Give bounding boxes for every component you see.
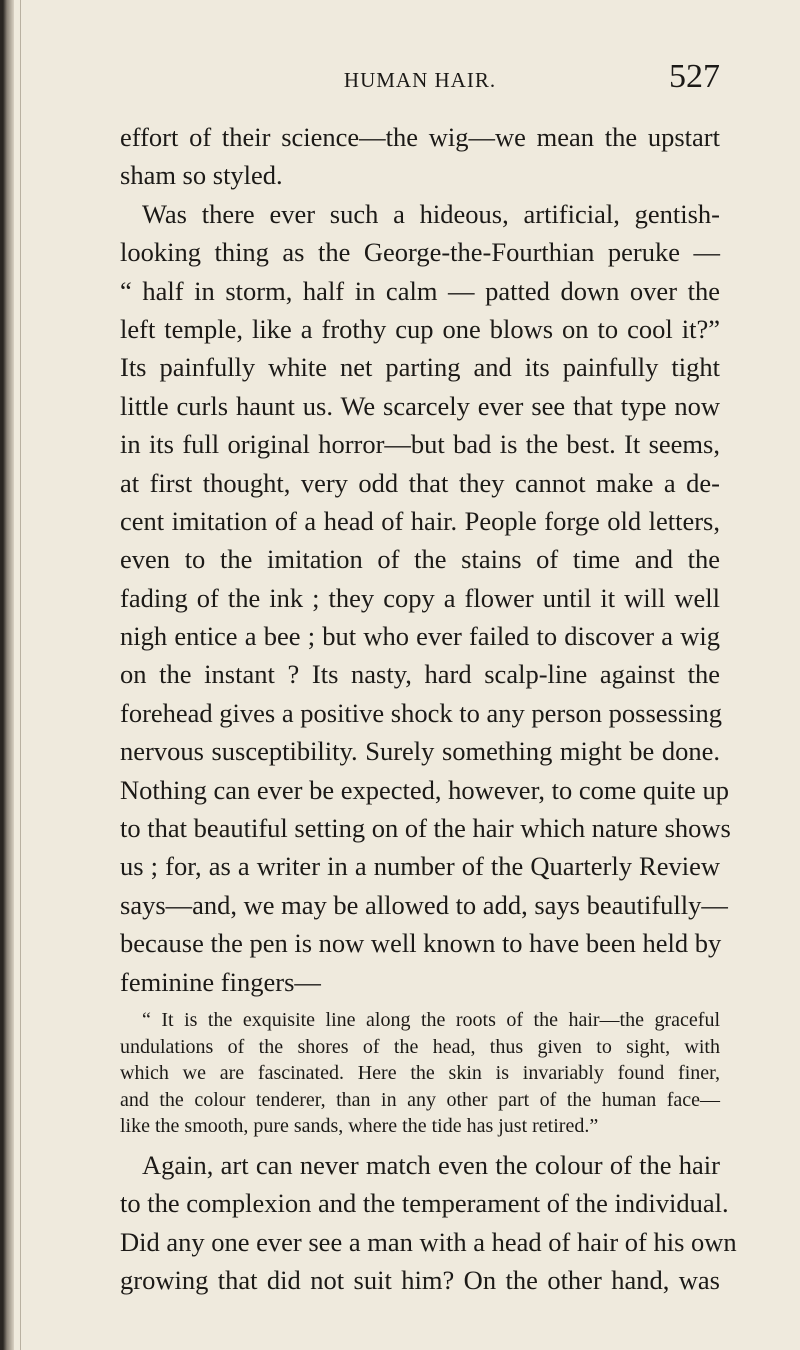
text-line: even to the imitation of the stains of time and the [120,544,720,575]
text-line: because the pen is now well known to have been held by [120,928,722,959]
text-line: Was there ever such a hideous, artificial, gentish- [142,198,720,229]
paragraph-opening [120,118,720,195]
text-line: nervous susceptibility. Surely something might be done. [120,736,720,767]
running-title: HUMAN HAIR. [343,68,497,92]
text-line: Did any one ever see a man with a head of hair of his own [120,1226,737,1257]
text-line: left temple, like a frothy cup one blows on to cool it?” [120,313,720,344]
text-line: Its painfully white net parting and its painfully tight [120,352,720,383]
text-line: us ; for, as a writer in a number of the Quarterly Review [120,851,720,882]
text-line: says—and, we may be allowed to add, says beautifully— [120,889,728,920]
text-line: on the instant ? Its nasty, hard scalp-line against the [120,659,720,690]
text-line: growing that did not suit him? On the other hand, was [120,1265,720,1296]
gutter-line [20,0,21,1350]
text-line: in its full original horror—but bad is the best. It seems, [120,429,720,460]
text-line: cent imitation of a head of hair. People forge old letters, [120,505,720,536]
text-line: nigh entice a bee ; but who ever failed to discover a wig [120,621,720,652]
quote-line: and the colour tenderer, than in any other part of the human face— [120,1088,720,1111]
text-line: sham so styled. [120,160,283,191]
quote-line: like the smooth, pure sands, where the tide has just retired.” [120,1115,599,1138]
text-line: fading of the ink ; they copy a flower until it will well [120,582,720,613]
text-line: Again, art can never match even the colour of the hair [142,1149,720,1180]
text-line: feminine fingers— [120,966,321,997]
paragraph-colour [120,1146,737,1300]
quote-line: which we are fascinated. Here the skin is invariably found finer, [120,1062,720,1085]
block-quote [120,1007,720,1140]
text-line: little curls haunt us. We scarcely ever see that type now [120,390,720,421]
book-spine-shadow [0,0,14,1350]
quote-line: undulations of the shores of the head, thus given to sight, with [120,1035,720,1058]
text-line: forehead gives a positive shock to any person possessing [120,697,723,728]
page-header [120,58,720,118]
quote-line: “ It is the exquisite line along the roots of the hair—the graceful [142,1008,720,1031]
text-line: at first thought, very odd that they cannot make a de- [120,467,720,498]
text-line: “ half in storm, half in calm — patted down over the [120,275,720,306]
page-body [120,118,737,1300]
text-line: looking thing as the George-the-Fourthian peruke — [120,237,720,268]
text-line: Nothing can ever be expected, however, to come quite up [120,774,729,805]
text-line: effort of their science—the wig—we mean the upstart [120,122,720,152]
text-line: to the complexion and the temperament of the individual. [120,1188,729,1219]
paragraph-wig [120,195,731,1001]
text-line: to that beautiful setting on of the hair which nature shows [120,813,731,844]
page-number: 527 [669,58,720,95]
